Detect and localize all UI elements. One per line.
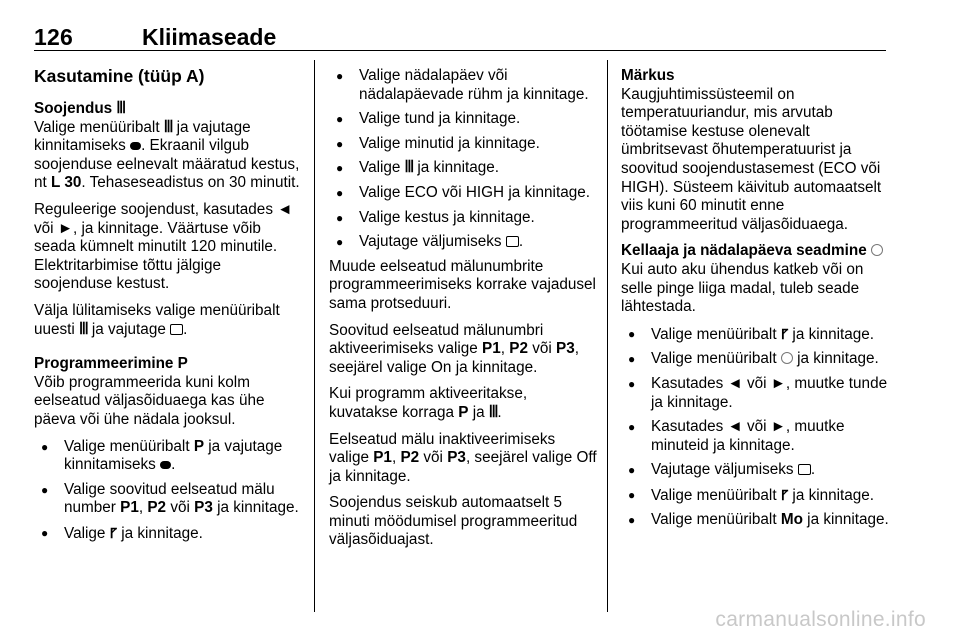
wrench-icon: ⹍ <box>780 486 789 503</box>
list-item: ● Valige menüüribalt ja kinnitage. <box>621 350 889 369</box>
clock-icon <box>781 352 793 364</box>
list-item: ● Valige kestus ja kinnitage. <box>329 209 597 228</box>
programming-steps <box>34 438 300 544</box>
list-item: ● Vajutage väljumiseks . <box>329 233 597 252</box>
programming-heading: Programmeerimine P <box>34 355 188 373</box>
heating-heading: Soojendus ꟾꟾꟾ <box>34 100 125 117</box>
list-item: ● Valige menüüribalt P ja vajutage kinnitamiseks . <box>34 438 300 475</box>
column-2 <box>329 67 597 558</box>
list-item: ● Valige ꟾꟾꟾ ja kinnitage. <box>329 159 597 178</box>
clock-icon <box>871 244 883 256</box>
list-item: ● Valige soovitud eelseatud mälu number P1, P2 või P3 ja kinnitage. <box>34 481 300 518</box>
programming-steps-continued <box>329 67 597 252</box>
note-text: Kaugjuhtimissüsteemil on temperatuuriandur, mis arvutab töötamise kestuse olenevalt ümbritsevast õhutemperatuurist ja soovitud soojendustasemest (ECO või HIGH). Süsteem käivitub automaatselt viis kuni 60 minutit enne programmeeritud väljasõiduaega. <box>621 85 882 233</box>
heating-icon: ꟾꟾꟾ <box>404 160 414 176</box>
heating-paragraph-2: Reguleerige soojendust, kasutades ◄ või ►, ja kinnitage. Väärtuse võib seada kümnelt minutilt 120 minutile. Elektritarbimise tõttu jälgige soojenduse kestust. <box>34 200 293 293</box>
deactivate-paragraph: Eelseatud mälu inaktiveerimiseks valige P1, P2 või P3, seejärel valige Off ja kinnitage. <box>329 430 597 485</box>
list-item: ● Valige tund ja kinnitage. <box>329 110 597 129</box>
list-item: ● Valige minutid ja kinnitage. <box>329 135 597 154</box>
clock-paragraph: Kui auto aku ühendus katkeb või on selle pinge liiga madal, tuleb seade lähtestada. <box>621 260 864 316</box>
list-item: ● Kasutades ◄ või ►, muutke tunde ja kinnitage. <box>621 375 889 412</box>
programming-paragraph: Võib programmeerida kuni kolm eelseatud väljasõiduaega kas ühe päeva või ühe nädala jooksul. <box>34 373 265 428</box>
clock-steps <box>621 325 889 530</box>
note-heading: Märkus <box>621 67 675 84</box>
page-header <box>34 24 886 51</box>
repeat-paragraph: Muude eelseatud mälunumbrite programmeerimiseks korrake vajadusel sama protseduuri. <box>329 257 596 312</box>
heating-icon: ꟾꟾꟾ <box>163 119 173 135</box>
list-item: ● Vajutage väljumiseks . <box>621 461 889 480</box>
confirm-button-icon <box>160 461 171 469</box>
heating-icon: ꟾꟾꟾ <box>488 404 498 420</box>
column-divider <box>607 60 608 612</box>
exit-button-icon <box>170 324 183 335</box>
display-paragraph: Kui programm aktiveeritakse, kuvatakse korraga P ja ꟾꟾꟾ. <box>329 385 528 421</box>
list-item: ● Valige menüüribalt ⹍ ja kinnitage. <box>621 325 889 345</box>
heating-icon: ꟾꟾꟾ <box>79 321 88 337</box>
section-title: Kasutamine (tüüp A) <box>34 66 205 86</box>
column-3 <box>621 67 889 536</box>
page-title: Kliimaseade <box>142 24 277 50</box>
clock-heading: Kellaaja ja nädalapäeva seadmine <box>621 242 889 261</box>
heating-icon: ꟾꟾꟾ <box>116 101 125 116</box>
exit-button-icon <box>798 464 811 475</box>
exit-button-icon <box>506 236 519 247</box>
list-item: ● Valige menüüribalt Mo ja kinnitage. <box>621 511 889 530</box>
column-divider <box>314 60 315 612</box>
page-number: 126 <box>34 24 73 50</box>
heating-paragraph-3: Välja lülitamiseks valige menüüribalt uuesti ꟾꟾꟾ ja vajutage . <box>34 301 280 338</box>
watermark: carmanualsonline.info <box>715 608 926 631</box>
list-item: ● Valige ECO või HIGH ja kinnitage. <box>329 184 597 203</box>
column-1 <box>34 66 300 549</box>
heating-paragraph-1: Valige menüüribalt ꟾꟾꟾ ja vajutage kinnitamiseks . Ekraanil vilgub soojenduse eelnevalt määratud kestus, nt L 30. Tehaseseadistus on 30 minutit. <box>34 118 300 192</box>
auto-stop-paragraph: Soojendus seiskub automaatselt 5 minuti möödumisel programmeeritud väljasõiduajast. <box>329 494 578 549</box>
wrench-icon: ⹍ <box>780 325 789 342</box>
activate-paragraph: Soovitud eelseatud mälunumbri aktiveerimiseks valige P1, P2 või P3, seejärel valige On ja kinnitage. <box>329 321 579 376</box>
list-item: ● Valige ⹍ ja kinnitage. <box>34 524 300 544</box>
list-item: ● Valige menüüribalt ⹍ ja kinnitage. <box>621 486 889 506</box>
list-item: ● Valige nädalapäev või nädalapäevade rühm ja kinnitage. <box>329 67 597 104</box>
list-item: ● Kasutades ◄ või ►, muutke minuteid ja kinnitage. <box>621 418 889 455</box>
wrench-icon: ⹍ <box>109 524 117 541</box>
confirm-button-icon <box>130 142 141 150</box>
